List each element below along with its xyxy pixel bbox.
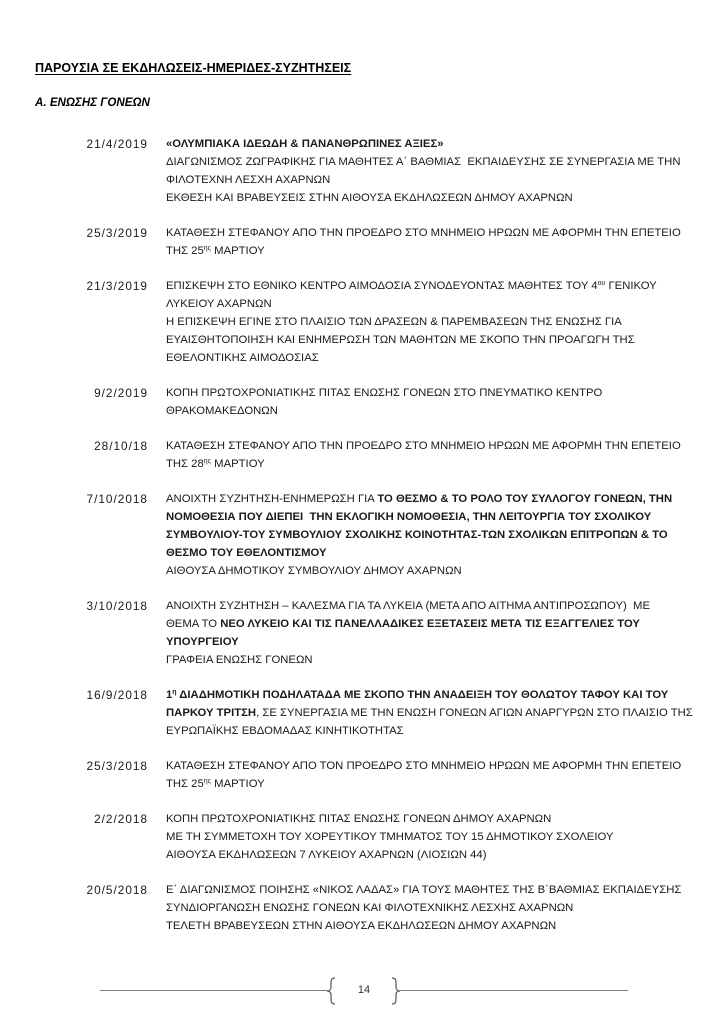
text-segment: ΕΚΘΕΣΗ ΚΑΙ ΒΡΑΒΕΥΣΕΙΣ ΣΤΗΝ ΑΙΘΟΥΣΑ ΕΚΔΗΛΩΣΕΩΝ ΔΗΜΟΥ ΑΧΑΡΝΩΝ (166, 192, 573, 204)
event-date: 16/9/2018 (86, 688, 148, 702)
description-line (166, 828, 613, 846)
event-entry (0, 881, 724, 935)
text-segment: ΜΑΡΤΙΟΥ (211, 245, 265, 257)
text-segment: ΜΑΡΤΙΟΥ (211, 458, 265, 470)
bold-text: ΔΙΑΔΗΜΟΤΙΚΗ ΠΟΔΗΛΑΤΑΔΑ ΜΕ ΣΚΟΠΟ ΤΗΝ ΑΝΑΔΕΙΞΗ ΤΟΥ ΘΟΛΩΤΟΥ ΤΑΦΟΥ ΚΑΙ ΤΟΥ (176, 689, 669, 701)
text-segment: ΓΡΑΦΕΙΑ ΕΝΩΣΗΣ ΓΟΝΕΩΝ (166, 654, 313, 666)
description-line (166, 349, 657, 367)
text-segment: ΕΠΙΣΚΕΨΗ ΣΤΟ ΕΘΝΙΚΟ ΚΕΝΤΡΟ ΑΙΜΟΔΟΣΙΑ ΣΥΝΟΔΕΥΟΝΤΑΣ ΜΑΘΗΤΕΣ ΤΟΥ 4 (166, 280, 598, 292)
event-entry (0, 277, 724, 367)
event-list (0, 135, 724, 952)
bold-text: «ΟΛΥΜΠΙΑΚΑ ΙΔΕΩΔΗ & ΠΑΝΑΝΘΡΩΠΙΝΕΣ ΑΞΙΕΣ» (166, 138, 444, 150)
ordinal-superscript: η (172, 689, 177, 697)
event-entry (0, 757, 724, 793)
event-entry (0, 490, 724, 580)
description-line (166, 722, 693, 740)
ordinal-superscript: ης (203, 245, 212, 253)
text-segment: ΔΙΑΓΩΝΙΣΜΟΣ ΖΩΓΡΑΦΙΚΗΣ ΓΙΑ ΜΑΘΗΤΕΣ Α΄ ΒΑΘΜΙΑΣ ΕΚΠΑΙΔΕΥΣΗΣ ΣΕ ΣΥΝΕΡΓΑΣΙΑ ΜΕ ΤΗΝ (166, 156, 681, 168)
event-description (166, 135, 681, 207)
description-line (166, 544, 672, 562)
event-entry (0, 224, 724, 260)
description-line (166, 171, 681, 189)
text-segment: Η ΕΠΙΣΚΕΨΗ ΕΓΙΝΕ ΣΤΟ ΠΛΑΙΣΙΟ ΤΩΝ ΔΡΑΣΕΩΝ & ΠΑΡΕΜΒΑΣΕΩΝ ΤΗΣ ΕΝΩΣΗΣ ΓΙΑ (166, 316, 622, 328)
event-entry (0, 135, 724, 207)
description-line (166, 295, 657, 313)
description-line (166, 917, 681, 935)
bold-text: 1 (166, 689, 173, 701)
ordinal-superscript: ου (597, 280, 606, 288)
bold-text: ΝΕΟ ΛΥΚΕΙΟ ΚΑΙ ΤΙΣ ΠΑΝΕΛΛΑΔΙΚΕΣ ΕΞΕΤΑΣΕΙΣ ΜΕΤΑ ΤΙΣ ΕΞΑΓΓΕΛΙΕΣ ΤΟΥ (220, 618, 640, 630)
description-line (166, 775, 681, 793)
text-segment: ΑΝΟΙΧΤΗ ΣΥΖΗΤΗΣΗ – ΚΑΛΕΣΜΑ ΓΙΑ ΤΑ ΛΥΚΕΙΑ (ΜΕΤΑ ΑΠΟ ΑΙΤΗΜΑ ΑΝΤΙΠΡΟΣΩΠΟΥ) ΜΕ (166, 600, 650, 612)
footer-rule-right (400, 990, 628, 991)
text-segment: , ΣΕ ΣΥΝΕΡΓΑΣΙΑ ΜΕ ΤΗΝ ΕΝΩΣΗ ΓΟΝΕΩΝ ΑΓΙΩΝ ΑΝΑΡΓΥΡΩΝ ΣΤΟ ΠΛΑΙΣΙΟ ΤΗΣ (256, 707, 693, 719)
description-line (166, 508, 672, 526)
right-brace-icon (391, 977, 401, 1005)
ordinal-superscript: ης (203, 458, 212, 466)
description-line (166, 242, 681, 260)
description-line (166, 437, 681, 455)
description-line (166, 757, 681, 775)
event-entry (0, 686, 724, 740)
text-segment: ΚΑΤΑΘΕΣΗ ΣΤΕΦΑΝΟΥ ΑΠΟ ΤΟΝ ΠΡΟΕΔΡΟ ΣΤΟ ΜΝΗΜΕΙΟ ΗΡΩΩΝ ΜΕ ΑΦΟΡΜΗ ΤΗΝ ΕΠΕΤΕΙΟ (166, 760, 682, 772)
text-segment: ΕΥΡΩΠΑΪΚΗΣ ΕΒΔΟΜΑΔΑΣ ΚΙΝΗΤΙΚΟΤΗΤΑΣ (166, 725, 404, 737)
description-line (166, 153, 681, 171)
description-line (166, 651, 650, 669)
text-segment: ΤΗΣ 25 (166, 778, 204, 790)
text-segment: Ε΄ ΔΙΑΓΩΝΙΣΜΟΣ ΠΟΙΗΣΗΣ «ΝΙΚΟΣ ΛΑΔΑΣ» ΓΙΑ ΤΟΥΣ ΜΑΘΗΤΕΣ ΤΗΣ Β΄ΒΑΘΜΙΑΣ ΕΚΠΑΙΔΕΥΣΗΣ (166, 884, 682, 896)
description-line (166, 224, 681, 242)
description-line (166, 402, 602, 420)
description-line (166, 490, 672, 508)
bold-text: ΠΑΡΚΟΥ ΤΡΙΤΣΗ (166, 707, 257, 719)
event-entry (0, 810, 724, 864)
event-description (166, 437, 681, 473)
page-footer (0, 976, 724, 1006)
text-segment: ΜΑΡΤΙΟΥ (211, 778, 265, 790)
description-line (166, 597, 650, 615)
text-segment: ΑΝΟΙΧΤΗ ΣΥΖΗΤΗΣΗ-ΕΝΗΜΕΡΩΣΗ ΓΙΑ (166, 493, 378, 505)
text-segment: ΚΟΠΗ ΠΡΩΤΟΧΡΟΝΙΑΤΙΚΗΣ ΠΙΤΑΣ ΕΝΩΣΗΣ ΓΟΝΕΩΝ ΣΤΟ ΠΝΕΥΜΑΤΙΚΟ ΚΕΝΤΡΟ (166, 387, 603, 399)
bold-text: ΝΟΜΟΘΕΣΙΑ ΠΟΥ ΔΙΕΠΕΙ ΤΗΝ ΕΚΛΟΓΙΚΗ ΝΟΜΟΘΕΣΙΑ, ΤΗΝ ΛΕΙΤΟΥΡΓΙΑ ΤΟΥ ΣΧΟΛΙΚΟΥ (166, 511, 652, 523)
event-description (166, 597, 650, 669)
description-line (166, 313, 657, 331)
left-brace-icon (326, 977, 336, 1005)
text-segment: ΓΕΝΙΚΟΥ (605, 280, 657, 292)
description-line (166, 331, 657, 349)
event-date: 21/4/2019 (86, 137, 148, 151)
event-date: 9/2/2019 (94, 386, 148, 400)
event-entry (0, 437, 724, 473)
event-date: 20/5/2018 (86, 883, 148, 897)
event-description (166, 810, 613, 864)
text-segment: ΕΘΕΛΟΝΤΙΚΗΣ ΑΙΜΟΔΟΣΙΑΣ (166, 352, 319, 364)
event-date: 25/3/2018 (86, 759, 148, 773)
event-entry (0, 597, 724, 669)
description-line (166, 633, 650, 651)
event-description (166, 686, 693, 740)
event-date: 2/2/2018 (94, 812, 148, 826)
description-line (166, 277, 657, 295)
bold-text: ΘΕΣΜΟ ΤΟΥ ΕΘΕΛΟΝΤΙΣΜΟΥ (166, 547, 327, 559)
bold-text: ΥΠΟΥΡΓΕΙΟΥ (166, 636, 239, 648)
text-segment: ΤΗΣ 25 (166, 245, 204, 257)
event-date: 3/10/2018 (86, 599, 148, 613)
event-date: 28/10/18 (94, 439, 148, 453)
bold-text: ΤΟ ΘΕΣΜΟ & ΤΟ ΡΟΛΟ ΤΟΥ ΣΥΛΛΟΓΟΥ ΓΟΝΕΩΝ, ΤΗΝ (377, 493, 673, 505)
event-date: 25/3/2019 (86, 226, 148, 240)
text-segment: ΕΥΑΙΣΘΗΤΟΠΟΙΗΣΗ ΚΑΙ ΕΝΗΜΕΡΩΣΗ ΤΩΝ ΜΑΘΗΤΩΝ ΜΕ ΣΚΟΠΟ ΤΗΝ ΠΡΟΑΓΩΓΗ ΤΗΣ (166, 334, 635, 346)
event-date: 7/10/2018 (86, 492, 148, 506)
event-description (166, 224, 681, 260)
event-description (166, 384, 602, 420)
text-segment: ΑΙΘΟΥΣΑ ΔΗΜΟΤΙΚΟΥ ΣΥΜΒΟΥΛΙΟΥ ΔΗΜΟΥ ΑΧΑΡΝΩΝ (166, 565, 462, 577)
event-description (166, 490, 672, 580)
page-number: 14 (357, 984, 371, 996)
event-description (166, 757, 681, 793)
text-segment: ΜΕ ΤΗ ΣΥΜΜΕΤΟΧΗ ΤΟΥ ΧΟΡΕΥΤΙΚΟΥ ΤΜΗΜΑΤΟΣ ΤΟΥ 15 ΔΗΜΟΤΙΚΟΥ ΣΧΟΛΕΙΟΥ (166, 831, 614, 843)
text-segment: ΚΑΤΑΘΕΣΗ ΣΤΕΦΑΝΟΥ ΑΠΟ ΤΗΝ ΠΡΟΕΔΡΟ ΣΤΟ ΜΝΗΜΕΙΟ ΗΡΩΩΝ ΜΕ ΑΦΟΡΜΗ ΤΗΝ ΕΠΕΤΕΙΟ (166, 440, 681, 452)
text-segment: ΑΙΘΟΥΣΑ ΕΚΔΗΛΩΣΕΩΝ 7 ΛΥΚΕΙΟΥ ΑΧΑΡΝΩΝ (ΛΙΟΣΙΩΝ 44) (166, 849, 487, 861)
event-entry (0, 384, 724, 420)
description-line (166, 455, 681, 473)
description-line (166, 562, 672, 580)
description-line (166, 526, 672, 544)
text-segment: ΚΑΤΑΘΕΣΗ ΣΤΕΦΑΝΟΥ ΑΠΟ ΤΗΝ ΠΡΟΕΔΡΟ ΣΤΟ ΜΝΗΜΕΙΟ ΗΡΩΩΝ ΜΕ ΑΦΟΡΜΗ ΤΗΝ ΕΠΕΤΕΙΟ (166, 227, 681, 239)
description-line (166, 846, 613, 864)
description-line (166, 189, 681, 207)
event-description (166, 881, 681, 935)
description-line (166, 615, 650, 633)
text-segment: ΦΙΛΟΤΕΧΝΗ ΛΕΣΧΗ ΑΧΑΡΝΩΝ (166, 174, 331, 186)
description-line (166, 899, 681, 917)
description-line (166, 135, 681, 153)
footer-rule-left (100, 990, 327, 991)
event-date: 21/3/2019 (86, 279, 148, 293)
description-line (166, 810, 613, 828)
page-title: ΠΑΡΟΥΣΙΑ ΣΕ ΕΚΔΗΛΩΣΕΙΣ-ΗΜΕΡΙΔΕΣ-ΣΥΖΗΤΗΣΕΙΣ (35, 61, 352, 75)
bold-text: ΣΥΜΒΟΥΛΙΟΥ-ΤΟΥ ΣΥΜΒΟΥΛΙΟΥ ΣΧΟΛΙΚΗΣ ΚΟΙΝΟΤΗΤΑΣ-ΤΩΝ ΣΧΟΛΙΚΩΝ ΕΠΙΤΡΟΠΩΝ & ΤΟ (166, 529, 668, 541)
description-line (166, 704, 693, 722)
text-segment: ΘΡΑΚΟΜΑΚΕΔΟΝΩΝ (166, 405, 278, 417)
section-heading: Α. ΕΝΩΣΗΣ ΓΟΝΕΩΝ (35, 96, 150, 109)
text-segment: ΤΕΛΕΤΗ ΒΡΑΒΕΥΣΕΩΝ ΣΤΗΝ ΑΙΘΟΥΣΑ ΕΚΔΗΛΩΣΕΩΝ ΔΗΜΟΥ ΑΧΑΡΝΩΝ (166, 920, 557, 932)
ordinal-superscript: ης (203, 778, 212, 786)
description-line (166, 384, 602, 402)
text-segment: ΚΟΠΗ ΠΡΩΤΟΧΡΟΝΙΑΤΙΚΗΣ ΠΙΤΑΣ ΕΝΩΣΗΣ ΓΟΝΕΩΝ ΔΗΜΟΥ ΑΧΑΡΝΩΝ (166, 813, 552, 825)
description-line (166, 686, 693, 704)
text-segment: ΣΥΝΔΙΟΡΓΑΝΩΣΗ ΕΝΩΣΗΣ ΓΟΝΕΩΝ ΚΑΙ ΦΙΛΟΤΕΧΝΙΚΗΣ ΛΕΣΧΗΣ ΑΧΑΡΝΩΝ (166, 902, 574, 914)
text-segment: ΤΗΣ 28 (166, 458, 204, 470)
event-description (166, 277, 657, 367)
text-segment: ΛΥΚΕΙΟΥ ΑΧΑΡΝΩΝ (166, 298, 272, 310)
text-segment: ΘΕΜΑ ΤΟ (166, 618, 221, 630)
description-line (166, 881, 681, 899)
